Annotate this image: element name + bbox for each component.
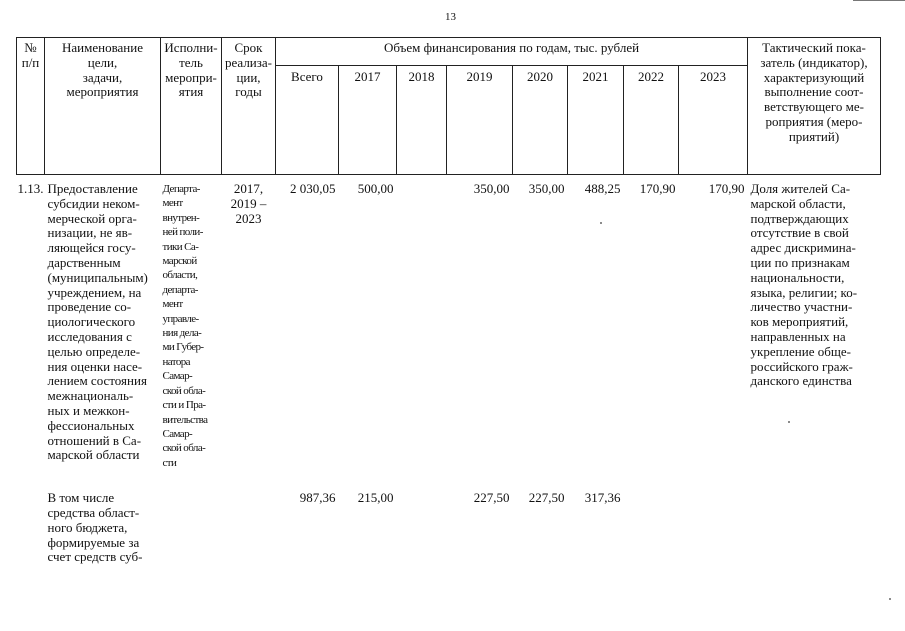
value-2018 — [397, 470, 447, 565]
header-year-2018: 2018 — [397, 66, 447, 175]
row-name: Предоставление субсидии неком- мерческой орга- низации, не яв- ляющейся госу- дарственным (муниципальным) учреждением, на проведение со- циологического исследования с целью определе- ния оценки насе- лением состояния межнациональ- ных и межкон- фессиональных отношений в Са- марской области — [47, 181, 148, 463]
scan-artifact-line — [853, 0, 905, 1]
table-row — [17, 470, 881, 565]
row-indicator: Доля жителей Са- марской области, подтверждающих отсутствие в свой адрес дискримина- ции по признакам национальности, языка, религии; ко- личество участни- ков мероприятий, направленных на укрепление обще- российского граж- данского единства — [750, 181, 858, 389]
value-2020: 350,00 — [528, 181, 565, 196]
financing-plan-table — [16, 37, 881, 565]
value-2022 — [624, 470, 679, 565]
header-year-2021: 2021 — [568, 66, 624, 175]
header-year-total: Всего — [276, 66, 339, 175]
header-year-2022: 2022 — [624, 66, 679, 175]
value-2021: 317,36 — [584, 490, 621, 506]
header-year-2020: 2020 — [513, 66, 568, 175]
value-2023 — [679, 470, 748, 565]
value-2018 — [397, 175, 447, 471]
scan-artifact-dot — [889, 598, 891, 600]
row-name: В том числе средства област- ного бюджета, формируемые за счет средств суб- — [47, 490, 143, 565]
value-total: 987,36 — [299, 490, 336, 506]
value-2019: 227,50 — [473, 490, 510, 506]
header-name: Наименование цели, задачи, мероприятия — [45, 38, 161, 175]
row-number: 1.13. — [17, 181, 44, 196]
header-year-2017: 2017 — [339, 66, 397, 175]
header-term: Срок реализа- ции, годы — [222, 38, 276, 175]
row-executor — [161, 470, 222, 565]
value-2017: 215,00 — [357, 490, 394, 506]
header-year-2019: 2019 — [447, 66, 513, 175]
value-total: 2 030,05 — [290, 181, 336, 196]
table-row — [17, 175, 881, 471]
row-indicator — [748, 470, 881, 565]
header-financing: Объем финансирования по годам, тыс. рублей — [276, 38, 748, 66]
value-2019: 350,00 — [473, 181, 510, 196]
row-number — [17, 470, 45, 565]
value-2017: 500,00 — [357, 181, 394, 196]
row-term: 2017, 2019 – 2023 — [230, 181, 267, 226]
header-executor: Исполни- тель меропри- ятия — [161, 38, 222, 175]
row-executor: Департа- мент внутрен- ней поли- тики Са- марской области, департа- мент управле- ния дела- ми Губер- натора Самар- ской обла- сти и Пра- вительства Самар- ской обла- сти — [162, 183, 208, 469]
value-2023: 170,90 — [708, 181, 745, 196]
table-header-row — [17, 38, 881, 66]
value-2022: 170,90 — [639, 181, 676, 196]
header-indicator: Тактический пока- затель (индикатор), характеризующий выполнение соот- ветствующего ме- роприятия (меро- приятий) — [748, 38, 881, 175]
header-num: № п/п — [17, 38, 45, 175]
row-term — [222, 470, 276, 565]
page-number: 13 — [445, 11, 456, 23]
value-2021: 488,25 — [584, 181, 621, 196]
value-2020: 227,50 — [528, 490, 565, 506]
header-year-2023: 2023 — [679, 66, 748, 175]
